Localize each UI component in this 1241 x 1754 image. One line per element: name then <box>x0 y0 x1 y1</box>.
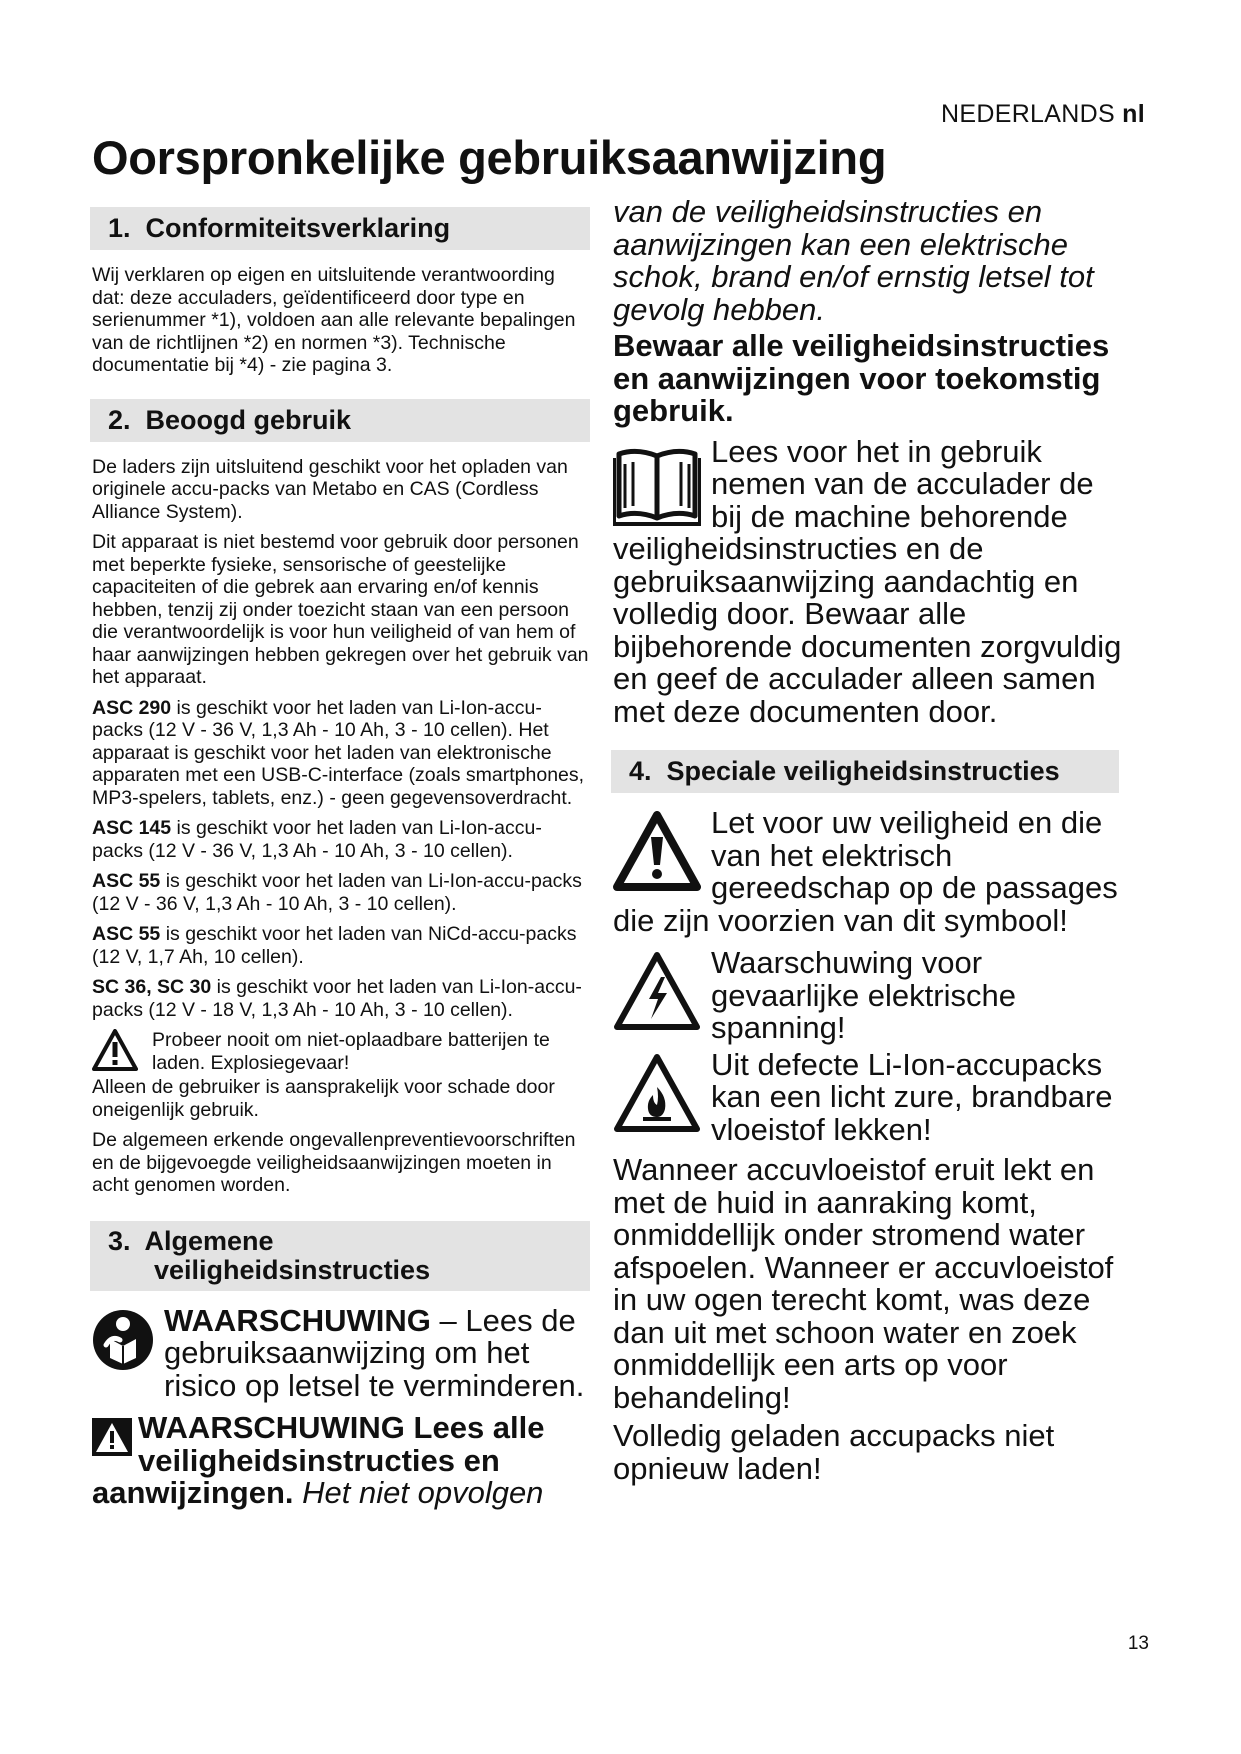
battery-warning <box>92 1029 592 1074</box>
read-all-warning <box>92 1412 592 1510</box>
model-text: is geschikt voor het laden van Li-Ion-accu-packs (12 V - 36 V, 1,3 Ah - 10 Ah, 3 - 10 cellen). <box>92 817 542 862</box>
model-paragraph <box>92 923 592 968</box>
warning-continuation: van de veiligheidsinstructies en aanwijzingen kan een elektrische schok, brand en/of ernstig letsel tot gevolg hebben. <box>613 194 1094 327</box>
battery-warning-text: Probeer nooit om niet-oplaadbare batterijen te laden. Explosiegevaar! <box>152 1029 550 1074</box>
model-text: is geschikt voor het laden van Li-Ion-accu-packs (12 V - 18 V, 1,3 Ah - 10 Ah, 3 - 10 cellen). <box>92 976 582 1021</box>
section-2-paragraph: Alleen de gebruiker is aansprakelijk voor schade door oneigenlijk gebruik. <box>92 1076 555 1121</box>
right-column <box>613 196 1133 1485</box>
language-name: NEDERLANDS <box>941 100 1115 128</box>
section-3-title-line1: Algemene <box>144 1225 274 1256</box>
model-paragraph <box>92 697 592 810</box>
voltage-text: Waarschuwing voor gevaarlijke elektrische spanning! <box>711 945 1016 1045</box>
model-paragraph <box>92 976 592 1021</box>
model-text: is geschikt voor het laden van Li-Ion-accu-packs (12 V - 36 V, 1,3 Ah - 10 Ah, 3 - 10 cellen). <box>92 870 582 915</box>
page-title: Oorspronkelijke gebruiksaanwijzing <box>92 131 887 184</box>
section-2-paragraph: De algemeen erkende ongevallenpreventievoorschriften en de bijgevoegde veiligheidsaanwijzingen moeten in acht genomen worden. <box>92 1129 576 1196</box>
model-paragraph <box>92 817 592 862</box>
voltage-warning <box>613 947 1133 1045</box>
read-manual-icon <box>92 1309 154 1371</box>
warning-italic: Het niet opvolgen <box>293 1475 544 1510</box>
section-4-title: Speciale veiligheidsinstructies <box>666 756 1060 786</box>
warning-triangle-icon <box>613 811 701 891</box>
open-book-icon <box>613 444 701 528</box>
section-2-paragraph: Dit apparaat is niet bestemd voor gebruik door personen met beperkte fysieke, sensorische of geestelijke capaciteiten of die gebrek aan ervaring en/of kennis hebben, tenzij zij onder toezicht staan van een persoon die verantwoordelijk is voor hun veiligheid of van hem of haar aanwijzingen hebben gekregen over het gebruik van het apparaat. <box>92 531 589 688</box>
section-2-number: 2. <box>108 404 131 435</box>
language-label <box>941 100 1145 129</box>
warning-label: WAARSCHUWING <box>164 1302 431 1338</box>
section-2-paragraph: De laders zijn uitsluitend geschikt voor het opladen van originele accu-packs van Metabo en CAS (Cordless Alliance System). <box>92 455 568 523</box>
read-before-use <box>613 433 1133 729</box>
read-manual-warning <box>92 1302 592 1403</box>
section-3-title-line2: veiligheidsinstructies <box>154 1254 431 1285</box>
full-charge-note: Volledig geladen accupacks niet opnieuw laden! <box>613 1418 1055 1486</box>
contact-instructions: Wanneer accuvloeistof eruit lekt en met de huid in aanraking komt, onmiddellijk onder stromend water afspoelen. Wanneer er accuvloeistof in uw ogen terecht komt, was deze dan uit met schoon water en zoek onmiddellijk een arts op voor behandeling! <box>613 1152 1114 1415</box>
model-name: SC 36, SC 30 <box>92 976 212 998</box>
section-1-number: 1. <box>108 213 131 243</box>
attention-text: Let voor uw veiligheid en die van het elektrisch gereedschap op de passages die zijn voorzien van dit symbool! <box>613 805 1118 938</box>
warning-triangle-icon <box>92 1029 138 1071</box>
section-4-number: 4. <box>629 756 652 786</box>
electric-hazard-icon <box>613 951 701 1031</box>
read-all-text <box>92 1412 592 1510</box>
section-3-number: 3. <box>108 1225 131 1256</box>
warning-triangle-icon <box>92 1418 132 1456</box>
keep-instructions: Bewaar alle veiligheidsinstructies en aanwijzingen voor toekomstig gebruik. <box>613 328 1110 428</box>
left-column <box>92 207 592 1510</box>
section-4-heading <box>611 750 1119 793</box>
warning-rest: – Lees de gebruiksaanwijzing om het risico op letsel te verminderen. <box>164 1302 585 1403</box>
model-text: is geschikt voor het laden van NiCd-accu-packs (12 V, 1,7 Ah, 10 cellen). <box>92 923 577 968</box>
model-name: ASC 55 <box>92 870 161 892</box>
section-1-title: Conformiteitsverklaring <box>145 213 451 243</box>
section-1-body: Wij verklaren op eigen en uitsluitende verantwoording dat: deze acculaders, geïdentificeerd door type en serienummer *1), voldoen aan alle relevante bepalingen van de richtlijnen *2) en normen *3). Technische documentatie bij *4) - zie pagina 3. <box>92 264 576 376</box>
fire-hazard-icon <box>613 1053 701 1133</box>
section-2-title: Beoogd gebruik <box>145 404 352 435</box>
section-1-heading <box>90 207 590 250</box>
read-before-use-text: Lees voor het in gebruik nemen van de acculader de bij de machine behorende veiligheidsinstructies en de gebruiksaanwijzing aandachtig en volledig door. Bewaar alle bijbehorende documenten zorgvuldig en geef de acculader alleen samen met deze documenten door. <box>613 433 1122 729</box>
page-number: 13 <box>1127 1633 1149 1654</box>
section-3-heading <box>90 1221 590 1291</box>
model-name: ASC 290 <box>92 696 172 719</box>
model-paragraph <box>92 870 592 915</box>
leak-warning <box>613 1046 1133 1147</box>
leak-text: Uit defecte Li-Ion-accupacks kan een licht zure, brandbare vloeistof lekken! <box>711 1046 1113 1147</box>
warning-bold: WAARSCHUWING Lees alle veiligheidsinstructies en aanwijzingen. <box>92 1410 545 1510</box>
language-code: nl <box>1122 100 1145 128</box>
model-name: ASC 55 <box>92 923 161 945</box>
model-text: is geschikt voor het laden van Li-Ion-accu-packs (12 V - 36 V, 1,3 Ah - 10 Ah, 3 - 10 cellen). Het apparaat is geschikt voor het laden van elektronische apparaten met een USB-C-interface (zoals smartphones, MP3-spelers, tablets, enz.) - geen gegevensoverdracht. <box>92 696 585 809</box>
read-manual-text <box>92 1302 592 1403</box>
model-name: ASC 145 <box>92 817 172 839</box>
attention-warning <box>613 807 1133 937</box>
section-2-heading <box>90 399 590 442</box>
